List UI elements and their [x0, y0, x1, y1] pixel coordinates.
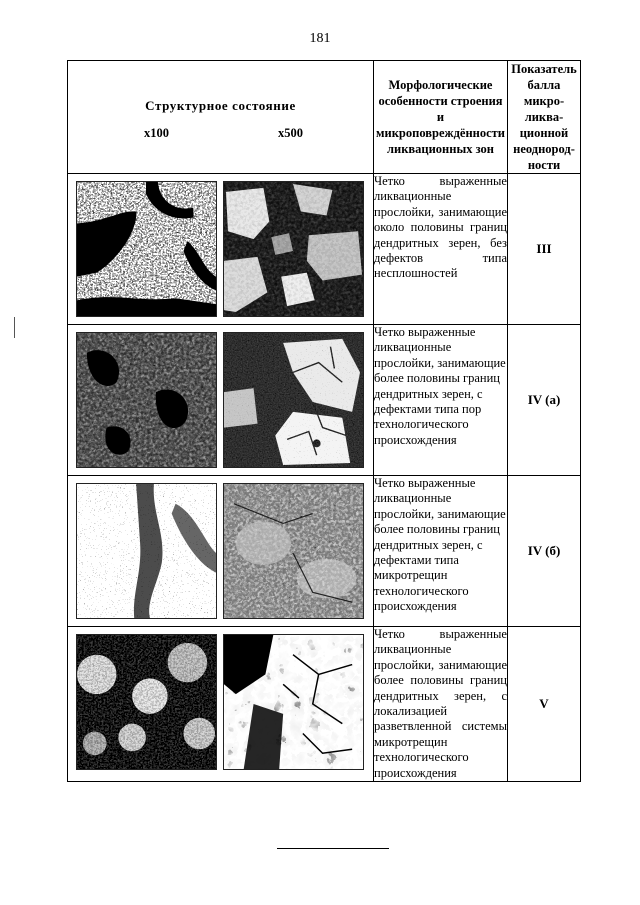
- micrograph-cell: [68, 627, 374, 782]
- table-row: [68, 627, 581, 782]
- row-score: IV (а): [508, 325, 581, 476]
- footer-separator: [277, 848, 389, 849]
- magnification-high: x500: [278, 125, 303, 140]
- table-header-row: [68, 61, 581, 174]
- page-number: 181: [309, 31, 331, 46]
- row-description: Четко выраженные ликвационные прослойки, занимающие более половины границ дендритных зерен, с дефектами типа пор технологического происхождения: [374, 325, 508, 476]
- row-description: Четко выраженные ликвационные прослойки, занимающие около половины границ дендритных зерен, без дефектов типа несплошностей: [374, 174, 508, 325]
- table-row: [68, 174, 581, 325]
- margin-mark: [14, 317, 15, 338]
- row-score: IV (б): [508, 476, 581, 627]
- magnification-low: x100: [144, 125, 169, 140]
- row-score: III: [508, 174, 581, 325]
- structure-header-cell: [68, 61, 374, 174]
- micrograph-x100: [76, 332, 217, 468]
- table-row: [68, 325, 581, 476]
- micrograph-cell: [68, 174, 374, 325]
- micrograph-cell: [68, 476, 374, 627]
- micrograph-x500: [223, 181, 364, 317]
- table-row: [68, 476, 581, 627]
- micrograph-x500: [223, 332, 364, 468]
- micrograph-x100: [76, 483, 217, 619]
- morphology-header: Морфологические особенности строения и микроповреждённости ликвационных зон: [374, 61, 508, 174]
- structure-header: Структурное состояние: [145, 97, 296, 113]
- micrograph-x500: [223, 634, 364, 770]
- micrograph-x100: [76, 634, 217, 770]
- micrograph-x500: [223, 483, 364, 619]
- micrograph-cell: [68, 325, 374, 476]
- classification-table: [67, 60, 581, 782]
- micrograph-x100: [76, 181, 217, 317]
- row-description: Четко выраженные ликвационные прослойки, занимающие более половины границ дендритных зерен, с локализацией разветвленной системы микротрещин технологического происхождения: [374, 627, 507, 780]
- index-header: Показатель балла микро- ликва- ционной неоднород- ности: [508, 61, 581, 174]
- row-score: V: [508, 627, 581, 782]
- row-description: Четко выраженные ликвационные прослойки, занимающие более половины границ дендритных зерен, с дефектами типа микротрещин технологического происхождения: [374, 476, 508, 627]
